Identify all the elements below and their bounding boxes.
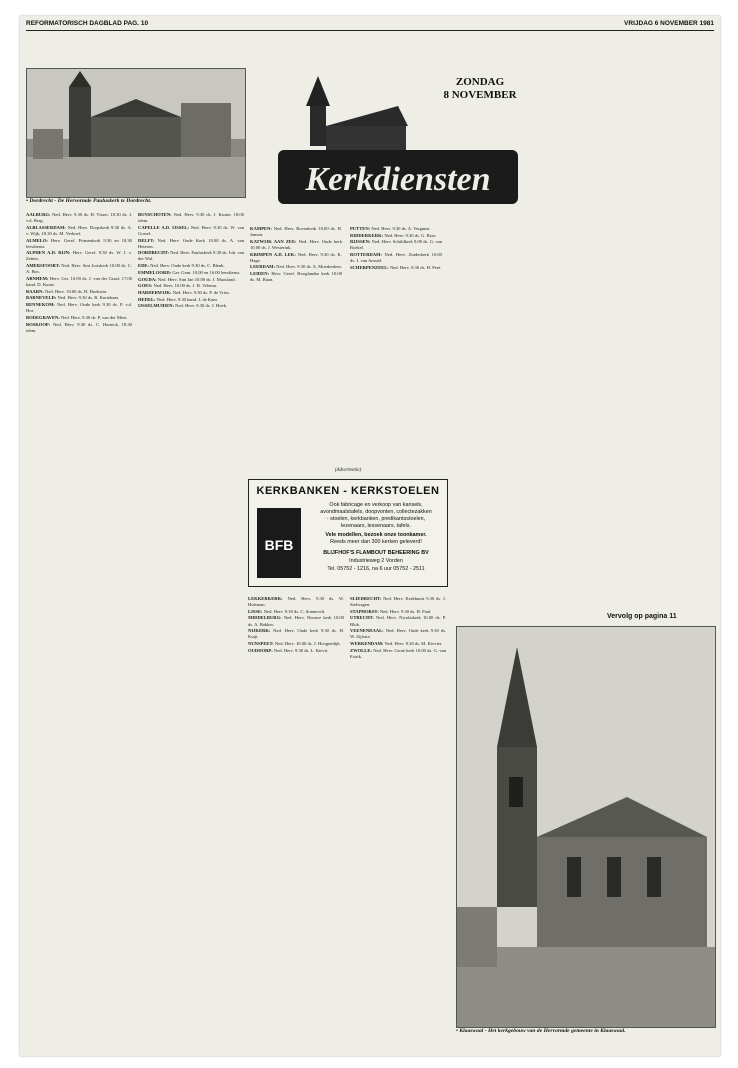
listing-place: KAMPEN: bbox=[250, 226, 274, 231]
listing-entry bbox=[26, 263, 132, 275]
photo-dordrecht-church bbox=[26, 68, 246, 198]
listing-column-4-entries bbox=[350, 226, 442, 271]
listing-place: EDE: bbox=[138, 263, 151, 269]
listing-entry bbox=[248, 596, 344, 608]
listing-column-1 bbox=[26, 212, 132, 1052]
listing-entry bbox=[248, 628, 344, 640]
advert-line-4: lezenaars, lessenaars, tafels. bbox=[341, 523, 411, 529]
listing-entry bbox=[138, 303, 244, 309]
advert-title: KERKBANKEN - KERKSTOELEN bbox=[256, 485, 440, 497]
listing-entry bbox=[350, 648, 446, 660]
listing-entry bbox=[350, 265, 442, 271]
title-date: 8 NOVEMBER bbox=[443, 89, 517, 101]
listing-place: GOES: bbox=[138, 283, 154, 289]
listing-place: LEKKERKERK: bbox=[248, 596, 288, 601]
caption-dordrecht: • Dordrecht - De Hervormde Pauluskerk te Dordrecht. bbox=[26, 198, 152, 204]
listing-entry bbox=[26, 295, 132, 301]
listing-service: Ned. Herv. 9.30 ds. H. Paul. bbox=[379, 608, 432, 614]
kerkdiensten-logo-text: Kerkdiensten bbox=[305, 161, 491, 198]
advert-box bbox=[248, 479, 448, 587]
advert-logo-text: BFB bbox=[264, 537, 294, 553]
listing-entry bbox=[350, 609, 446, 615]
listing-service: Ned. Herv. 9.30 ds. K. Hage. bbox=[250, 251, 342, 263]
listing-service: Ned. Herv. 10.00 ds. J. H. Velema. bbox=[153, 283, 217, 289]
listing-service: Ned. Herv. Sint Joriskerk 10.00 ds. C. A. Bos. bbox=[26, 263, 132, 275]
listing-service: Ned. Herv. Pauluskerk 9.30 ds. Joh. van der Wal. bbox=[138, 250, 244, 262]
listing-place: ZWOLLE: bbox=[350, 647, 374, 653]
listing-entry bbox=[350, 596, 446, 608]
advert-line-1: Ook fabricage en verkoop van kansels, bbox=[329, 502, 423, 508]
listing-place: NIJKERK: bbox=[248, 628, 274, 634]
listing-entry bbox=[138, 277, 244, 283]
listing-service: Herv. Geref. 9.30 ds. W. J. v. Zetten. bbox=[26, 250, 132, 262]
listing-place: BAARN: bbox=[26, 288, 46, 294]
listing-place: STAPHORST: bbox=[350, 608, 380, 614]
listing-column-2 bbox=[138, 212, 244, 1052]
listing-service: Ned. Herv. Bovenkerk 10.00 ds. H. Jansen. bbox=[250, 226, 342, 238]
advert-line-8: Industrieweg 2 Vorden bbox=[349, 558, 403, 564]
listing-column-2-entries bbox=[138, 212, 244, 309]
listing-service: Herv. Geref. Hooglandse kerk 10.00 ds. M. Baan. bbox=[250, 271, 342, 283]
listing-place: HEDEL: bbox=[138, 296, 157, 302]
listing-entry bbox=[250, 252, 342, 264]
listing-entry bbox=[248, 615, 344, 627]
listing-place: LISSE: bbox=[248, 608, 264, 614]
listing-service: Ned. Herv. 9.30 ds. C. Harinck, 18.30 idem. bbox=[26, 321, 132, 333]
listing-service: Ned. Herv. 9.30 ds. L. Kievit. bbox=[273, 647, 329, 653]
listing-column-6-entries bbox=[350, 596, 446, 660]
listing-place: RIJSSEN: bbox=[350, 239, 372, 245]
listing-column-3 bbox=[250, 226, 342, 466]
listing-place: EMMELOORD: bbox=[138, 269, 173, 275]
listing-column-5-entries bbox=[248, 596, 344, 654]
listing-service: Ned. Herv. 9.30 ds. H. Visser, 18.30 ds. J. v.d. Berg. bbox=[26, 212, 132, 224]
listing-place: NUNSPEET: bbox=[248, 641, 275, 647]
listing-service: Ned. Herv. 9.30 ds. P. van der Meer. bbox=[61, 314, 128, 320]
listing-entry bbox=[250, 271, 342, 283]
listing-entry bbox=[248, 641, 344, 647]
listing-entry bbox=[138, 290, 244, 296]
klaaswaal-photo-illustration bbox=[457, 627, 715, 1027]
listing-service: Ned. Herv. 9.30 ds. R. Kortekaas. bbox=[57, 295, 120, 301]
listing-service: Ned. Herv. 9.30 ds. A. Moerkerken. bbox=[276, 264, 342, 270]
listing-service: Ned. Herv. Oude kerk 10.00 ds. J. Westerink. bbox=[250, 238, 342, 250]
listing-place: ALMELO: bbox=[26, 237, 51, 243]
listing-place: PUTTEN: bbox=[350, 226, 372, 231]
listing-column-7 bbox=[454, 36, 578, 606]
listing-entry bbox=[26, 289, 132, 295]
listing-service: Ned. Herv. 9.30 ds. J. Koster, 18.00 idem. bbox=[138, 212, 244, 224]
listing-entry bbox=[350, 252, 442, 264]
listing-service: Ned. Herv. 9.30 ds. C. Sonnevelt. bbox=[263, 608, 326, 614]
listing-place: BARNEVELD: bbox=[26, 295, 58, 301]
listing-place: OUDDORP: bbox=[248, 647, 274, 653]
listing-place: BOSKOOP: bbox=[26, 321, 53, 327]
listing-column-3-entries bbox=[250, 226, 342, 283]
listing-column-4 bbox=[350, 226, 442, 466]
listing-entry bbox=[26, 276, 132, 288]
listing-place: HARDERWIJK: bbox=[138, 289, 173, 295]
listing-place: BUNSCHOTEN: bbox=[138, 212, 174, 217]
listing-service: Ned. Herv. Oude Kerk 10.00 ds. A. van Heteren. bbox=[138, 237, 244, 249]
advert-line-9: Tel. 05752 - 1216, na 6 uur 05752 - 2511 bbox=[327, 566, 425, 572]
listing-place: VEENENDAAL: bbox=[350, 628, 386, 634]
listing-place: BENNEKOM: bbox=[26, 302, 57, 308]
listing-entry bbox=[26, 212, 132, 224]
listing-place: WERKENDAM: bbox=[350, 641, 385, 647]
listing-entry bbox=[138, 263, 244, 269]
listing-entry bbox=[350, 226, 442, 232]
title-day: ZONDAG bbox=[455, 76, 505, 88]
listing-place: ARNHEM: bbox=[26, 275, 50, 281]
advert-logo bbox=[257, 508, 301, 578]
listing-entry bbox=[26, 322, 132, 334]
listing-service: Ned. Herv. Oude kerk 9.30 ds. H. Kuijt. bbox=[248, 628, 344, 640]
listing-entry bbox=[250, 226, 342, 238]
listing-service: Ned. Herv. Schildkerk 9.00 ds. G. van Roekel. bbox=[350, 239, 442, 251]
page-header bbox=[26, 20, 714, 30]
listing-place: KRIMPEN A.D. LEK: bbox=[250, 251, 298, 257]
listing-place: MIDDELBURG: bbox=[248, 615, 284, 621]
listing-column-1-entries bbox=[26, 212, 132, 334]
advert-line-5: Vele modellen, bezoek onze toonkamer. bbox=[325, 532, 427, 538]
listing-service: Ned. Herv. 9.30 ds. A. Vergunst. bbox=[371, 226, 431, 231]
advert-kerkbanken bbox=[248, 479, 448, 587]
advert-tag: (Advertentie) bbox=[334, 468, 362, 473]
header-rule bbox=[26, 30, 714, 31]
listing-place: BODEGRAVEN: bbox=[26, 314, 62, 320]
listing-entry bbox=[138, 283, 244, 289]
listing-service: Ned. Herv. Nicolaikerk 10.00 ds. P. Blok. bbox=[350, 615, 446, 627]
listing-place: LEIDEN: bbox=[250, 271, 272, 277]
listing-service: Ned. Herv. 9.30 ds. W. Hulsman. bbox=[248, 596, 344, 608]
listing-service: Ned. Herv. Oude kerk 9.30 ds. W. Zijlstra. bbox=[350, 628, 446, 640]
listing-place: LEERDAM: bbox=[250, 264, 277, 270]
listing-service: Ned. Herv. Kerkbuurt 9.30 ds. J. Stelwagen. bbox=[350, 596, 446, 608]
listing-place: SLIEDRECHT: bbox=[350, 596, 384, 601]
listing-service: Herv. Geref. Prinsenkerk 9.30 en 18.30 leesdienst. bbox=[26, 237, 132, 249]
listing-service: Herv. Ger. 10.00 ds. J. van der Graaf, 17.00 kand. D. Kunst. bbox=[26, 275, 132, 287]
listing-entry bbox=[138, 225, 244, 237]
listing-entry bbox=[350, 628, 446, 640]
listing-place: GOUDA: bbox=[138, 276, 158, 282]
listing-service: Ned. Herv. Zuiderkerk 10.00 ds. J. van Amstel. bbox=[350, 252, 442, 264]
church-photo-illustration bbox=[27, 69, 245, 197]
listing-service: Ned. Herv. Dorpskerk 9.30 ds. A. v. Wijk, 18.30 ds. M. Verhoef. bbox=[26, 224, 132, 236]
listing-place: UTRECHT: bbox=[350, 615, 377, 621]
header-right: VRIJDAG 6 NOVEMBER 1981 bbox=[624, 20, 714, 27]
listing-entry bbox=[138, 238, 244, 250]
listing-entry bbox=[138, 297, 244, 303]
listing-place: KATWIJK AAN ZEE: bbox=[250, 238, 299, 244]
listing-place: DELFT: bbox=[138, 237, 158, 243]
advert-line-2: avondmaalstafels, doopvonten, collectezakken bbox=[320, 509, 432, 515]
listing-service: Ned. Herv. Nieuwe kerk 10.00 ds. A. Bakker. bbox=[248, 615, 344, 627]
listing-place: RIDDERKERK: bbox=[350, 232, 385, 238]
listing-entry bbox=[138, 250, 244, 262]
listing-service: Ned. Herv. Oude kerk 9.30 ds. C. Blenk. bbox=[150, 263, 225, 269]
listing-place: AMERSFOORT: bbox=[26, 263, 62, 269]
listing-entry bbox=[350, 615, 446, 627]
listing-service: Ned. Herv. 10.00 ds. J. Hoogendijk. bbox=[274, 641, 341, 647]
bfb-logo-icon bbox=[257, 508, 301, 578]
listing-service: Ned. Herv. 10.00 ds. H. Hoekstra. bbox=[45, 288, 108, 294]
listing-entry bbox=[248, 609, 344, 615]
caption-klaaswaal: • Klaaswaal - Het kerkgebouw van de Hervormde gemeente in Klaaswaal. bbox=[456, 1028, 626, 1034]
listing-place: ALPHEN A.D. RIJN: bbox=[26, 250, 73, 256]
listing-column-6 bbox=[350, 596, 446, 1052]
advert-line-6: Reeds meer dan 300 kerken geleverd! bbox=[330, 539, 422, 545]
listing-column-8 bbox=[586, 36, 714, 606]
listing-service: Ned. Herv. Sint Jan 10.00 ds. J. Maasland. bbox=[157, 276, 236, 282]
listing-entry bbox=[26, 250, 132, 262]
advert-line-3: - stoelen, kerkbanken, predikantsstoelen, bbox=[326, 516, 426, 522]
listing-entry bbox=[26, 315, 132, 321]
listing-service: Ned. Herv. 9.30 ds. W. van Gorsel. bbox=[138, 224, 244, 236]
listing-entry bbox=[350, 239, 442, 251]
listing-place: ROTTERDAM: bbox=[350, 252, 385, 258]
listing-service: Ned. Herv. 9.30 ds. J. Hoek. bbox=[175, 303, 228, 309]
listing-entry bbox=[250, 264, 342, 270]
listing-place: DORDRECHT: bbox=[138, 250, 171, 256]
newspaper-page bbox=[20, 16, 720, 1056]
listing-service: Ned. Herv. 9.30 ds. M. Kieviet. bbox=[384, 641, 443, 647]
listing-service: Ned. Herv. Grote kerk 10.00 ds. G. van Estrik. bbox=[350, 647, 446, 659]
listing-entry bbox=[248, 648, 344, 654]
listing-entry bbox=[26, 238, 132, 250]
listing-place: CAPELLE A.D. IJSSEL: bbox=[138, 224, 191, 230]
listing-column-5 bbox=[248, 596, 344, 1052]
listing-service: Ned. Herv. Oude kerk 9.30 ds. P. v.d. Hor. bbox=[26, 302, 132, 314]
listing-place: SCHERPENZEEL: bbox=[350, 264, 390, 270]
header-left: REFORMATORISCH DAGBLAD PAG. 10 bbox=[26, 20, 149, 27]
listing-place: AALBURG: bbox=[26, 212, 53, 217]
listing-service: Ned. Herv. 9.30 kand. J. de Kam. bbox=[156, 296, 218, 302]
listing-entry bbox=[138, 270, 244, 276]
vervolg-note: Vervolg op pagina 11 bbox=[607, 613, 677, 620]
advert-line-7: BLIJFHOF'S FLAMBOUT BEHEERING BV bbox=[323, 550, 429, 556]
listing-service: Ger. Gem. 10.00 en 16.00 leesdienst. bbox=[172, 269, 241, 275]
listing-service: Ned. Herv. 9.30 ds. H. Peet. bbox=[389, 264, 442, 270]
listing-service: Ned. Herv. 9.30 ds. G. Boer. bbox=[384, 232, 437, 238]
listing-entry bbox=[350, 233, 442, 239]
listing-entry bbox=[26, 302, 132, 314]
listing-place: IJSSELMUIDEN: bbox=[138, 303, 176, 309]
listing-entry bbox=[138, 212, 244, 224]
listing-entry bbox=[350, 641, 446, 647]
photo-klaaswaal-church bbox=[456, 626, 716, 1028]
listing-entry bbox=[26, 225, 132, 237]
listing-service: Ned. Herv. 9.30 ds. P. de Vries. bbox=[172, 289, 230, 295]
listing-place: ALBLASSERDAM: bbox=[26, 224, 68, 230]
listing-entry bbox=[250, 239, 342, 251]
